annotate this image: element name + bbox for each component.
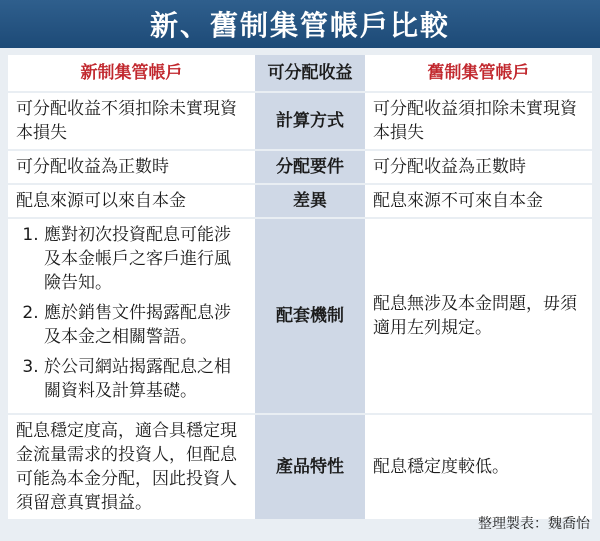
table-row <box>8 151 592 185</box>
old-system-cell: 可分配收益為正數時 <box>365 151 592 183</box>
page-title: 新、舊制集管帳戶比較 <box>149 9 450 42</box>
table-row <box>8 93 592 151</box>
category-cell: 差異 <box>255 185 365 217</box>
credit-line: 整理製表：魏喬怡 <box>478 516 590 532</box>
old-system-cell <box>365 219 592 413</box>
old-system-cell: 配息來源不可來自本金 <box>365 185 592 217</box>
old-system-cell <box>365 415 592 519</box>
category-cell: 分配要件 <box>255 151 365 183</box>
new-system-cell: 配息來源可以來自本金 <box>8 185 255 217</box>
old-system-text: 配息穩定度較低。 <box>373 457 509 477</box>
old-system-text: 配息無涉及本金問題，毋須適用左列規定。 <box>373 294 577 338</box>
category-cell: 產品特性 <box>255 415 365 519</box>
header-old-system: 舊制集管帳戶 <box>365 55 592 91</box>
new-system-cell: 可分配收益為正數時 <box>8 151 255 183</box>
category-cell: 配套機制 <box>255 219 365 413</box>
table-row <box>8 185 592 219</box>
new-system-cell: 配息穩定度高，適合具穩定現金流量需求的投資人，但配息可能為本金分配，因此投資人須留意真實損益。 <box>8 415 255 519</box>
header-new-system: 新制集管帳戶 <box>8 55 255 91</box>
title-bar <box>0 0 600 48</box>
table-row <box>8 415 592 521</box>
category-cell: 計算方式 <box>255 93 365 149</box>
requirements-list <box>16 223 247 403</box>
comparison-table <box>8 55 592 521</box>
list-item: 3. 於公司網站揭露配息之相關資料及計算基礎。 <box>44 355 247 403</box>
header-category: 可分配收益 <box>255 55 365 91</box>
header-row <box>8 55 592 93</box>
list-item: 1. 應對初次投資配息可能涉及本金帳戶之客戶進行風險告知。 <box>44 223 247 295</box>
list-item: 2. 應於銷售文件揭露配息涉及本金之相關警語。 <box>44 301 247 349</box>
new-system-cell <box>8 219 255 413</box>
table-row <box>8 219 592 415</box>
old-system-cell: 可分配收益須扣除未實現資本損失 <box>365 93 592 149</box>
new-system-cell: 可分配收益不須扣除未實現資本損失 <box>8 93 255 149</box>
